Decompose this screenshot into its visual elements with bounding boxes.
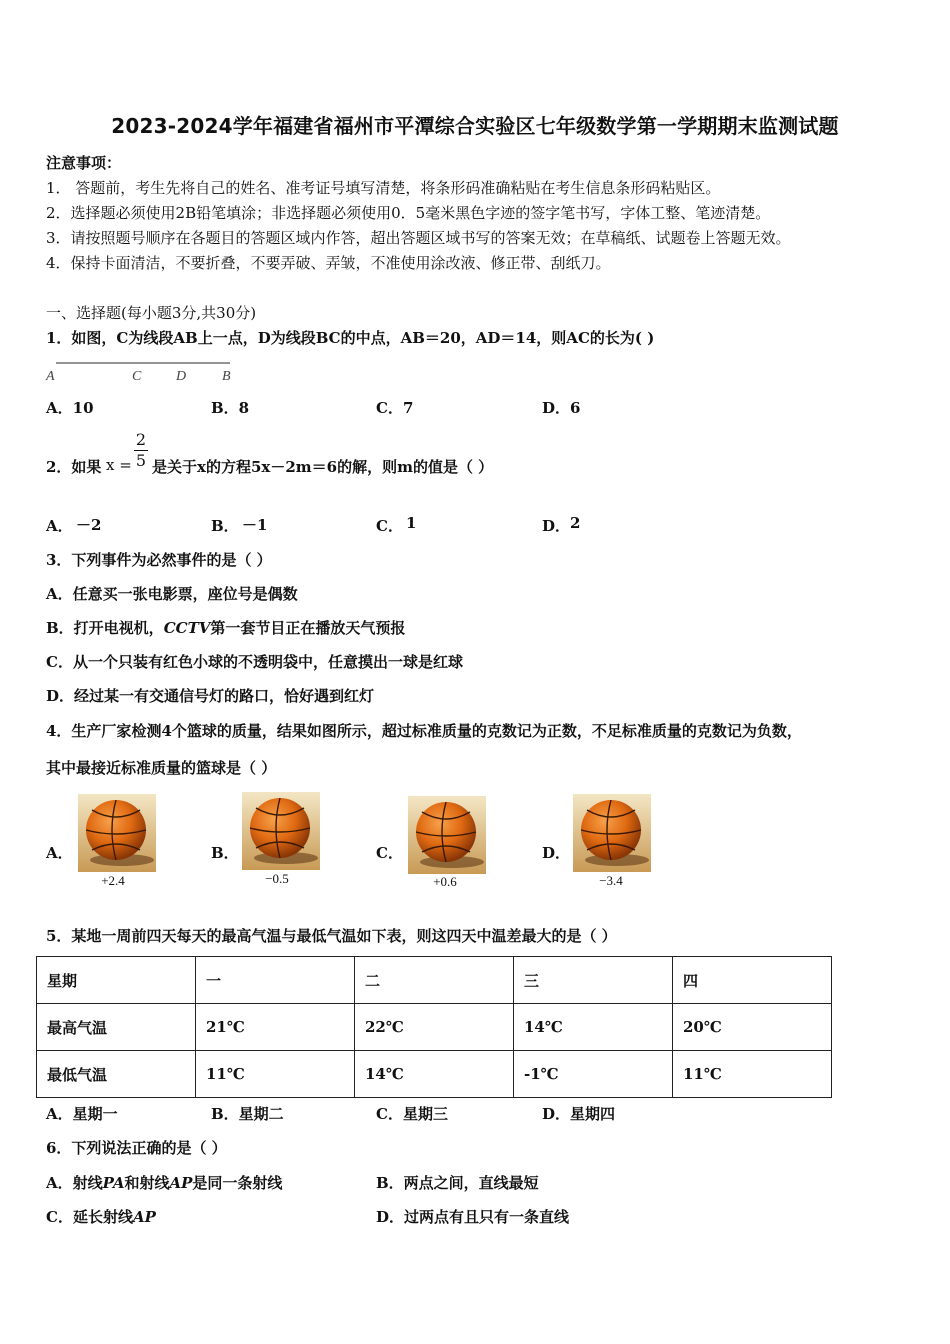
table-cell: 星期: [37, 957, 196, 1004]
table-cell: 14℃: [514, 1004, 673, 1051]
q6-option-d: D．过两点有且只有一条直线: [376, 1208, 570, 1226]
question-1-stem: 1．如图，C为线段AB上一点，D为线段BC的中点，AB＝20，AD＝14，则AC的长为( ): [46, 329, 655, 347]
q4-value-b: −0.5: [265, 871, 289, 886]
q2-option-a-letter: A．: [46, 517, 73, 535]
q3-option-a: A．任意买一张电影票，座位号是偶数: [46, 585, 298, 603]
question-5-stem: 5．某地一周前四天每天的最高气温与最低气温如下表，则这四天中温差最大的是（ ）: [46, 927, 617, 945]
question-6-stem: 6．下列说法正确的是（ ）: [46, 1139, 227, 1157]
notice-item: 3．请按照题号顺序在各题目的答题区域内作答，超出答题区域书写的答案无效；在草稿纸、试题卷上答题无效。: [46, 229, 791, 247]
table-cell: 最高气温: [37, 1004, 196, 1051]
q1-option-b: B．8: [211, 399, 250, 417]
table-cell: 11℃: [196, 1051, 355, 1098]
q5-option-a: A．星期一: [46, 1105, 118, 1123]
table-cell: 11℃: [673, 1051, 832, 1098]
q6-option-b: B．两点之间，直线最短: [376, 1174, 539, 1192]
fraction-denominator: 5: [135, 451, 147, 470]
table-cell: 最低气温: [37, 1051, 196, 1098]
basketball-image: [408, 796, 486, 874]
table-cell: 22℃: [355, 1004, 514, 1051]
table-cell: 二: [355, 957, 514, 1004]
q5-option-d: D．星期四: [542, 1105, 616, 1123]
q6-option-a: A．射线PA和射线AP是同一条射线: [46, 1174, 283, 1192]
basketball-image: [78, 794, 156, 872]
question-4-stem-1: 4．生产厂家检测4个篮球的质量，结果如图所示，超过标准质量的克数记为正数，不足标准质量的克数记为负数，: [46, 722, 802, 740]
table-cell: 三: [514, 957, 673, 1004]
table-cell: 四: [673, 957, 832, 1004]
q1-option-a: A．10: [46, 399, 94, 417]
table-row: [37, 957, 832, 1004]
q4-value-d: −3.4: [599, 873, 623, 888]
point-label-d: D: [176, 369, 187, 384]
notice-heading: 注意事项：: [46, 154, 122, 172]
q6-option-c: C．延长射线AP: [46, 1208, 156, 1226]
basketball-image: [242, 792, 320, 870]
q2-x-eq: x =: [106, 456, 132, 474]
q3-option-b: B．打开电视机，CCTV第一套节目正在播放天气预报: [46, 619, 406, 637]
line-segment-figure: [46, 360, 234, 388]
q2-option-b-letter: B．: [211, 517, 239, 535]
point-label-a: A: [46, 369, 55, 384]
q4-option-b-letter: B．: [211, 844, 239, 862]
notice-item: 4．保持卡面清洁，不要折叠，不要弄破、弄皱，不准使用涂改液、修正带、刮纸刀。: [46, 254, 611, 272]
notice-item: 1． 答题前，考生先将自己的姓名、准考证号填写清楚，将条形码准确粘贴在考生信息条形码粘贴区。: [46, 179, 721, 197]
question-4-stem-2: 其中最接近标准质量的篮球是（ ）: [46, 759, 277, 777]
q1-option-d: D．6: [542, 399, 581, 417]
q4-option-a-letter: A．: [46, 844, 73, 862]
table-cell: 14℃: [355, 1051, 514, 1098]
q4-option-d-letter: D．: [542, 844, 571, 862]
q2-option-d-letter: D．: [542, 517, 571, 535]
fraction-numerator: 2: [135, 430, 147, 449]
q2-option-d-value: 2: [570, 514, 581, 532]
question-2-prefix: 2．如果: [46, 458, 102, 476]
q4-option-c-letter: C．: [376, 844, 403, 862]
q2-option-a-value: －2: [76, 516, 102, 534]
question-2-suffix: 是关于x的方程5x－2m＝6的解，则m的值是（ ）: [152, 458, 494, 476]
q1-option-c: C．7: [376, 399, 414, 417]
table-row: [37, 1051, 832, 1098]
question-3-stem: 3．下列事件为必然事件的是（ ）: [46, 551, 272, 569]
table-cell: 20℃: [673, 1004, 832, 1051]
q4-value-a: +2.4: [101, 873, 125, 888]
page-title: 2023-2024学年福建省福州市平潭综合实验区七年级数学第一学期期末监测试题: [111, 114, 839, 138]
q4-value-c: +0.6: [433, 874, 457, 889]
fraction-two-fifths: [133, 430, 149, 471]
temperature-table: [36, 956, 832, 1098]
q2-option-b-value: －1: [242, 516, 268, 534]
table-cell: 一: [196, 957, 355, 1004]
table-cell: -1℃: [514, 1051, 673, 1098]
section-heading: 一、选择题(每小题3分,共30分): [46, 304, 257, 322]
table-cell: 21℃: [196, 1004, 355, 1051]
notice-item: 2．选择题必须使用2B铅笔填涂；非选择题必须使用0．5毫米黑色字迹的签字笔书写，字体工整、笔迹清楚。: [46, 204, 771, 222]
q3-option-d: D．经过某一有交通信号灯的路口，恰好遇到红灯: [46, 687, 375, 705]
q2-option-c-value: 1: [406, 514, 417, 532]
q2-option-c-letter: C．: [376, 517, 403, 535]
q5-option-b: B．星期二: [211, 1105, 284, 1123]
basketball-image: [573, 794, 651, 872]
q5-option-c: C．星期三: [376, 1105, 448, 1123]
point-label-c: C: [132, 369, 142, 384]
table-row: [37, 1004, 832, 1051]
point-label-b: B: [222, 369, 231, 384]
q3-option-c: C．从一个只装有红色小球的不透明袋中，任意摸出一球是红球: [46, 653, 463, 671]
